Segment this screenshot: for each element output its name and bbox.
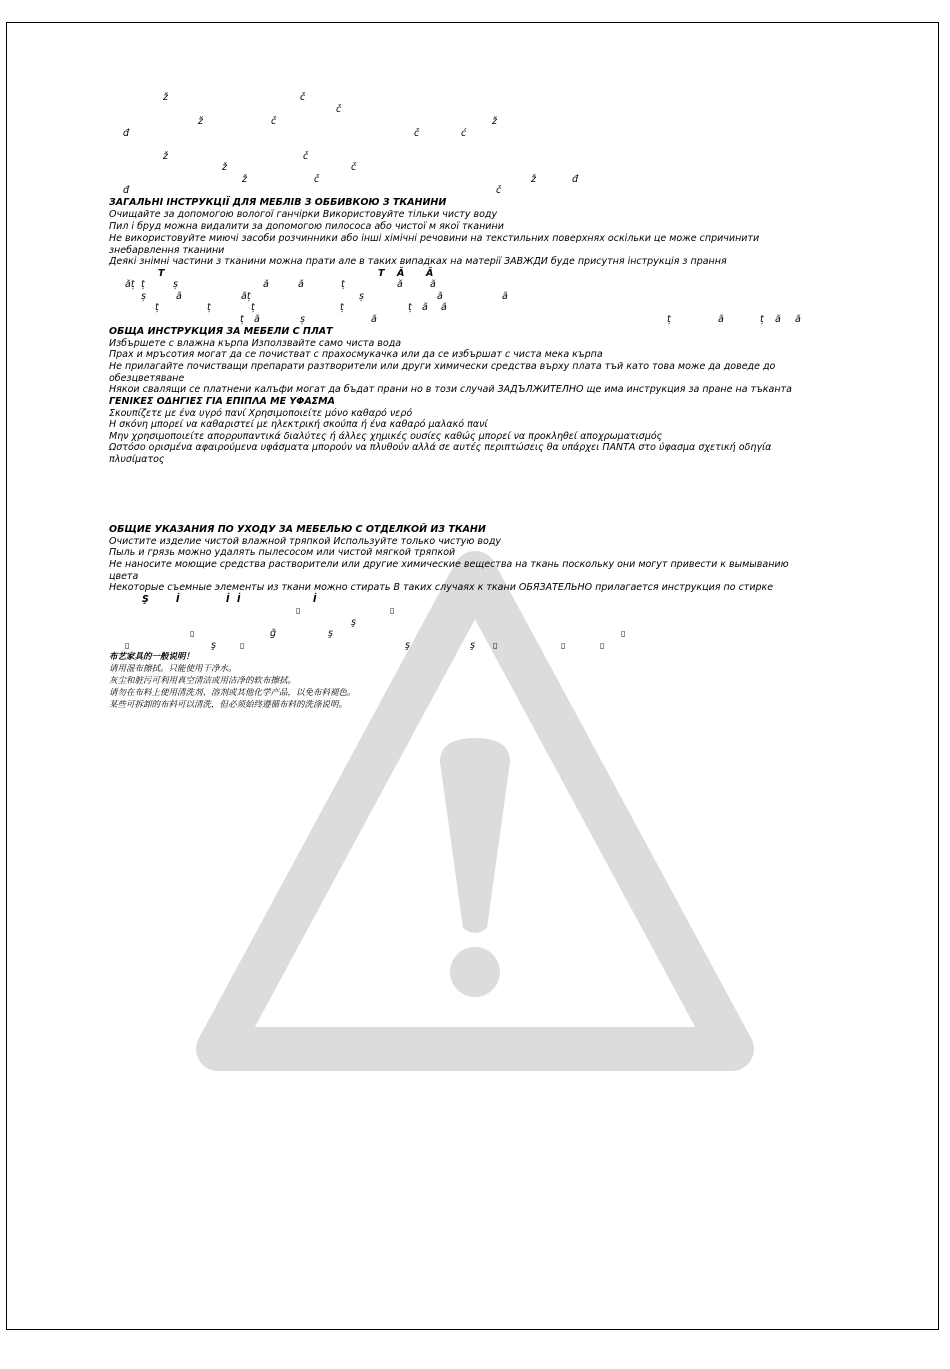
text-line: 请用湿布擦拭。只能使用干净水。	[109, 664, 237, 674]
glyph: ț	[340, 302, 344, 313]
glyph: ș	[141, 291, 146, 302]
glyph: ă	[254, 314, 260, 325]
glyph: ▯	[240, 641, 245, 650]
glyph: ş	[470, 640, 475, 651]
glyph-row	[0, 268, 950, 279]
text-line: Очищайте за допомогою вологої ганчірки Використовуйте тільки чисту воду	[109, 209, 498, 220]
text-line: Не використовуйте миючі засоби розчинники або інші хімічні речовини на текстильних поверхнях оскільки це може спричинити	[109, 233, 760, 244]
glyph: ć	[461, 128, 467, 139]
glyph: ă	[795, 314, 801, 325]
glyph-row	[0, 617, 950, 628]
glyph: ț	[141, 279, 145, 290]
section-title-russian: ОБЩИЕ УКАЗАНИЯ ПО УХОДУ ЗА МЕБЕЛЬЮ С ОТДЕЛКОЙ ИЗ ТКАНИ	[109, 524, 486, 535]
glyph: ▯	[600, 641, 605, 650]
text-line: Не наносите моющие средства растворители или другие химические вещества на ткань поскольку они могут привести к вымыванию	[109, 559, 789, 570]
glyph: ț	[251, 302, 255, 313]
glyph: Ă	[426, 268, 434, 279]
text-line: Η σκόνη μπορεί να καθαριστεί με ηλεκτρική σκούπα ή ένα καθαρό μαλακό πανί	[109, 419, 488, 430]
glyph: ț	[667, 314, 671, 325]
glyph: ▯	[561, 641, 566, 650]
glyph: ▯	[390, 606, 395, 615]
text-line: Пыль и грязь можно удалять пылесосом или чистой мягкой тряпкой	[109, 547, 456, 558]
glyph: č	[314, 174, 320, 185]
glyph: ă	[176, 291, 182, 302]
glyph: č	[414, 128, 420, 139]
glyph-row	[0, 151, 950, 162]
glyph: ă	[718, 314, 724, 325]
glyph: Ă	[397, 268, 405, 279]
glyph: İ	[237, 594, 241, 605]
text-line: 某些可拆卸的布料可以清洗，但必须始终遵循布料的洗涤说明。	[109, 700, 348, 710]
glyph: ▯	[125, 641, 130, 650]
glyph: İ	[176, 594, 180, 605]
glyph: ž	[198, 116, 203, 127]
glyph: ă	[441, 302, 447, 313]
glyph: ž	[222, 162, 227, 173]
glyph: đ	[123, 128, 130, 139]
glyph: č	[303, 151, 309, 162]
glyph: ▯	[493, 641, 498, 650]
glyph-row	[0, 92, 950, 103]
text-line: обезцветяване	[109, 373, 185, 384]
glyph: ș	[300, 314, 305, 325]
glyph-row	[0, 128, 950, 139]
glyph: ă	[775, 314, 781, 325]
text-line: Очистите изделие чистой влажной тряпкой Используйте только чистую воду	[109, 536, 502, 547]
glyph-row	[0, 185, 950, 196]
glyph: ăț	[125, 279, 135, 290]
glyph: Ş	[142, 594, 149, 605]
text-line: Не прилагайте почистващи препарати разтворители или други химически средства върху плата тъй като това може да доведе до	[109, 361, 776, 372]
glyph: ş	[328, 628, 333, 639]
glyph: ă	[502, 291, 508, 302]
text-line: Μην χρησιμοποιείτε απορρυπαντικά διαλύτες ή άλλες χημικές ουσίες καθώς μπορεί να προκληθεί αποχρωματισμός	[109, 431, 663, 442]
glyph-row	[0, 104, 950, 115]
text-line: Избършете с влажна кърпа Използвайте само чиста вода	[109, 338, 402, 349]
glyph: ž	[531, 174, 536, 185]
glyph: ž	[163, 92, 168, 103]
glyph: ț	[760, 314, 764, 325]
glyph-row	[0, 116, 950, 127]
glyph: č	[496, 185, 502, 196]
glyph-row	[0, 628, 950, 639]
glyph: č	[336, 104, 342, 115]
section-title-ukrainian: ЗАГАЛЬНІ ІНСТРУКЦІЇ ДЛЯ МЕБЛІВ З ОББИВКОЮ З ТКАНИНИ	[109, 197, 447, 208]
glyph: ş	[351, 617, 356, 628]
glyph: č	[300, 92, 306, 103]
glyph: ž	[242, 174, 247, 185]
glyph: T	[378, 268, 385, 279]
text-line: Деякі знімні частини з тканини можна прати але в таких випадках на матерії ЗАВЖДИ буде присутня інструкція з прання	[109, 256, 727, 267]
glyph: ă	[371, 314, 377, 325]
glyph: ș	[359, 291, 364, 302]
text-line: Някои свалящи се платнени калъфи могат да бъдат прани но в този случай ЗАДЪЛЖИТЕЛНО ще има инструкция за пране на тъканта	[109, 384, 792, 395]
glyph: ș	[173, 279, 178, 290]
glyph-row	[0, 314, 950, 325]
text-line: знебарвлення тканини	[109, 245, 225, 256]
glyph: ▯	[190, 629, 195, 638]
glyph: ă	[263, 279, 269, 290]
glyph: ž	[492, 116, 497, 127]
text-line: Некоторые съемные элементы из ткани можно стирать В таких случаях к ткани ОБЯЗАТЕЛЬНО прилагается инструкция по стирке	[109, 582, 774, 593]
text-line: Прах и мръсотия могат да се почистват с прахосмукачка или да се избършат с чиста мека кърпа	[109, 349, 603, 360]
text-line: Σκουπίζετε με ένα υγρό πανί Χρησιμοποιείτε μόνο καθαρό νερό	[109, 408, 413, 419]
glyph-row	[0, 640, 950, 651]
text-line: 请勿在布料上使用清洗剂、溶剂或其他化学产品，以免布料褪色。	[109, 688, 356, 698]
section-title-chinese: 布艺家具的一般说明！	[109, 652, 195, 662]
glyph: ă	[422, 302, 428, 313]
glyph: İ	[313, 594, 317, 605]
glyph: č	[351, 162, 357, 173]
glyph: ă	[430, 279, 436, 290]
glyph: ț	[207, 302, 211, 313]
text-line: цвета	[109, 571, 139, 582]
glyph: ă	[437, 291, 443, 302]
glyph: ț	[155, 302, 159, 313]
glyph: ş	[405, 640, 410, 651]
glyph-row	[0, 605, 950, 616]
glyph: ž	[163, 151, 168, 162]
glyph-row	[0, 291, 950, 302]
text-line: πλυσίματος	[109, 454, 165, 465]
glyph: ▯	[621, 629, 626, 638]
glyph-row	[0, 594, 950, 605]
glyph: č	[271, 116, 277, 127]
section-title-greek: ΓΕΝΙΚΕΣ ΟΔΗΓΙΕΣ ΓΙΑ ΕΠΙΠΛΑ ΜΕ ΥΦΑΣΜΑ	[109, 396, 335, 407]
glyph: ş	[211, 640, 216, 651]
glyph-row	[0, 174, 950, 185]
text-line: Ωστόσο ορισμένα αφαιρούμενα υφάσματα μπορούν να πλυθούν αλλά σε αυτές περιπτώσεις θα υπάρχει ΠΑΝΤΑ στο ύφασμα σχετική οδηγία	[109, 442, 772, 453]
glyph: İ	[226, 594, 230, 605]
glyph: ă	[397, 279, 403, 290]
glyph: ț	[240, 314, 244, 325]
text-line: 灰尘和脏污可利用真空清洁或用洁净的软布擦拭。	[109, 676, 297, 686]
glyph: ț	[341, 279, 345, 290]
glyph: đ	[572, 174, 579, 185]
glyph: đ	[123, 185, 130, 196]
glyph: ▯	[296, 606, 301, 615]
glyph: T	[158, 268, 165, 279]
glyph: ăț	[241, 291, 251, 302]
glyph-row	[0, 162, 950, 173]
glyph: ă	[298, 279, 304, 290]
glyph-row	[0, 302, 950, 313]
text-line: Пил і бруд можна видалити за допомогою пилососа або чистої м якої тканини	[109, 221, 504, 232]
glyph: ğ	[270, 628, 277, 639]
glyph: ț	[408, 302, 412, 313]
glyph-row	[0, 279, 950, 290]
section-title-bulgarian: ОБЩА ИНСТРУКЦИЯ ЗА МЕБЕЛИ С ПЛАТ	[109, 326, 333, 337]
